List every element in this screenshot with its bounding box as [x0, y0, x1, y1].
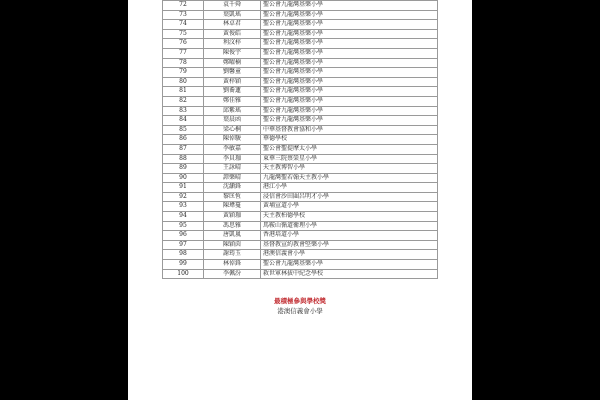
- award-heading: 最積極參與學校獎: [274, 297, 326, 305]
- school-name: 九龍灣聖若翰天主教小學: [261, 173, 438, 183]
- student-name: 袁千舜: [204, 1, 261, 11]
- row-number: 99: [163, 260, 204, 270]
- student-name: 李敏嘉: [204, 144, 261, 154]
- row-number: 93: [163, 202, 204, 212]
- table-row: [163, 212, 438, 222]
- school-name: 聖公會九龍灣基樂小學: [261, 68, 438, 78]
- table-row: [163, 106, 438, 116]
- school-name: 東華三院蔡榮星小學: [261, 154, 438, 164]
- student-name: 唐凱嵐: [204, 231, 261, 241]
- student-name: 利汶梓: [204, 39, 261, 49]
- school-name: 聖公會九龍灣基樂小學: [261, 87, 438, 97]
- table-row: [163, 29, 438, 39]
- student-name: 黃穎珈: [204, 212, 261, 222]
- school-name: 聖公會九龍灣基樂小學: [261, 29, 438, 39]
- student-name: 沈灝鋒: [204, 183, 261, 193]
- row-number: 82: [163, 96, 204, 106]
- student-name: 陳瑋蔓: [204, 202, 261, 212]
- table-row: [163, 135, 438, 145]
- table-row: [163, 48, 438, 58]
- table-row: [163, 221, 438, 231]
- student-name: 陳倬駿: [204, 135, 261, 145]
- row-number: 88: [163, 154, 204, 164]
- school-name: 聖公會九龍灣基樂小學: [261, 77, 438, 87]
- student-name: 鄭佳雅: [204, 96, 261, 106]
- table-row: [163, 87, 438, 97]
- school-name: 馬鞍山循道衛理小學: [261, 221, 438, 231]
- school-name: 聖公會九龍灣基樂小學: [261, 58, 438, 68]
- row-number: 80: [163, 77, 204, 87]
- table-row: [163, 68, 438, 78]
- student-name: 邱紫瑤: [204, 106, 261, 116]
- row-number: 85: [163, 125, 204, 135]
- participant-table: [162, 0, 438, 279]
- student-name: 劉蕎蓮: [204, 87, 261, 97]
- table-row: [163, 269, 438, 279]
- row-number: 84: [163, 116, 204, 126]
- student-name: 馮思雅: [204, 221, 261, 231]
- table-row: [163, 183, 438, 193]
- participant-table-body: [163, 1, 438, 279]
- row-number: 77: [163, 48, 204, 58]
- table-row: [163, 96, 438, 106]
- student-name: 李貝珈: [204, 154, 261, 164]
- row-number: 79: [163, 68, 204, 78]
- table-row: [163, 164, 438, 174]
- school-name: 聖公會九龍灣基樂小學: [261, 20, 438, 30]
- row-number: 78: [163, 58, 204, 68]
- school-name: 華德學校: [261, 135, 438, 145]
- row-number: 92: [163, 192, 204, 202]
- table-row: [163, 173, 438, 183]
- table-row: [163, 240, 438, 250]
- table-row: [163, 250, 438, 260]
- row-number: 98: [163, 250, 204, 260]
- table-row: [163, 116, 438, 126]
- table-row: [163, 77, 438, 87]
- row-number: 86: [163, 135, 204, 145]
- student-name: 鄭曜楠: [204, 58, 261, 68]
- row-number: 83: [163, 106, 204, 116]
- student-name: 葉凱瑤: [204, 10, 261, 20]
- table-row: [163, 202, 438, 212]
- table-row: [163, 39, 438, 49]
- row-number: 96: [163, 231, 204, 241]
- student-name: 梁心桐: [204, 125, 261, 135]
- student-name: 葉晨函: [204, 116, 261, 126]
- award-winner: 港澳信義會小學: [277, 307, 323, 315]
- student-name: 林倬鋒: [204, 260, 261, 270]
- school-name: 天主教柏德學校: [261, 212, 438, 222]
- table-row: [163, 10, 438, 20]
- table-row: [163, 58, 438, 68]
- school-name: 黃埔宣道小學: [261, 202, 438, 212]
- row-number: 100: [163, 269, 204, 279]
- school-name: 天主教博智小學: [261, 164, 438, 174]
- row-number: 81: [163, 87, 204, 97]
- school-name: 港澳信義會小學: [261, 250, 438, 260]
- document-page: [128, 0, 472, 400]
- student-name: 劉馨童: [204, 68, 261, 78]
- student-name: 陳穎茵: [204, 240, 261, 250]
- row-number: 73: [163, 10, 204, 20]
- school-name: 浸信會沙田圍呂明才小學: [261, 192, 438, 202]
- school-name: 聖公會九龍灣基樂小學: [261, 116, 438, 126]
- row-number: 95: [163, 221, 204, 231]
- student-name: 黃梓穎: [204, 77, 261, 87]
- row-number: 75: [163, 29, 204, 39]
- school-name: 香港培道小學: [261, 231, 438, 241]
- school-name: 聖公會九龍灣基樂小學: [261, 106, 438, 116]
- school-name: 基督教宣約教會堅樂小學: [261, 240, 438, 250]
- school-name: 港江小學: [261, 183, 438, 193]
- row-number: 76: [163, 39, 204, 49]
- school-name: 救世軍林拔中紀念學校: [261, 269, 438, 279]
- row-number: 90: [163, 173, 204, 183]
- student-name: 黃俊皓: [204, 29, 261, 39]
- row-number: 97: [163, 240, 204, 250]
- row-number: 87: [163, 144, 204, 154]
- student-name: 林卓君: [204, 20, 261, 30]
- student-name: 謝筠玉: [204, 250, 261, 260]
- school-name: 聖公會九龍灣基樂小學: [261, 260, 438, 270]
- table-row: [163, 20, 438, 30]
- table-row: [163, 231, 438, 241]
- school-name: 聖公會九龍灣基樂小學: [261, 39, 438, 49]
- table-row: [163, 1, 438, 11]
- student-name: 譚樂晴: [204, 173, 261, 183]
- row-number: 74: [163, 20, 204, 30]
- school-name: 聖公會九龍灣基樂小學: [261, 1, 438, 11]
- table-row: [163, 144, 438, 154]
- row-number: 89: [163, 164, 204, 174]
- school-name: 聖公會九龍灣基樂小學: [261, 10, 438, 20]
- school-name: 中華基督教會協和小學: [261, 125, 438, 135]
- school-name: 聖公會聖提摩太小學: [261, 144, 438, 154]
- student-name: 陳俊宇: [204, 48, 261, 58]
- school-name: 聖公會九龍灣基樂小學: [261, 96, 438, 106]
- student-name: 李佩汾: [204, 269, 261, 279]
- school-name: 聖公會九龍灣基樂小學: [261, 48, 438, 58]
- table-row: [163, 192, 438, 202]
- table-row: [163, 125, 438, 135]
- table-row: [163, 154, 438, 164]
- row-number: 94: [163, 212, 204, 222]
- student-name: 王詠晴: [204, 164, 261, 174]
- student-name: 黎匡恆: [204, 192, 261, 202]
- row-number: 91: [163, 183, 204, 193]
- row-number: 72: [163, 1, 204, 11]
- table-row: [163, 260, 438, 270]
